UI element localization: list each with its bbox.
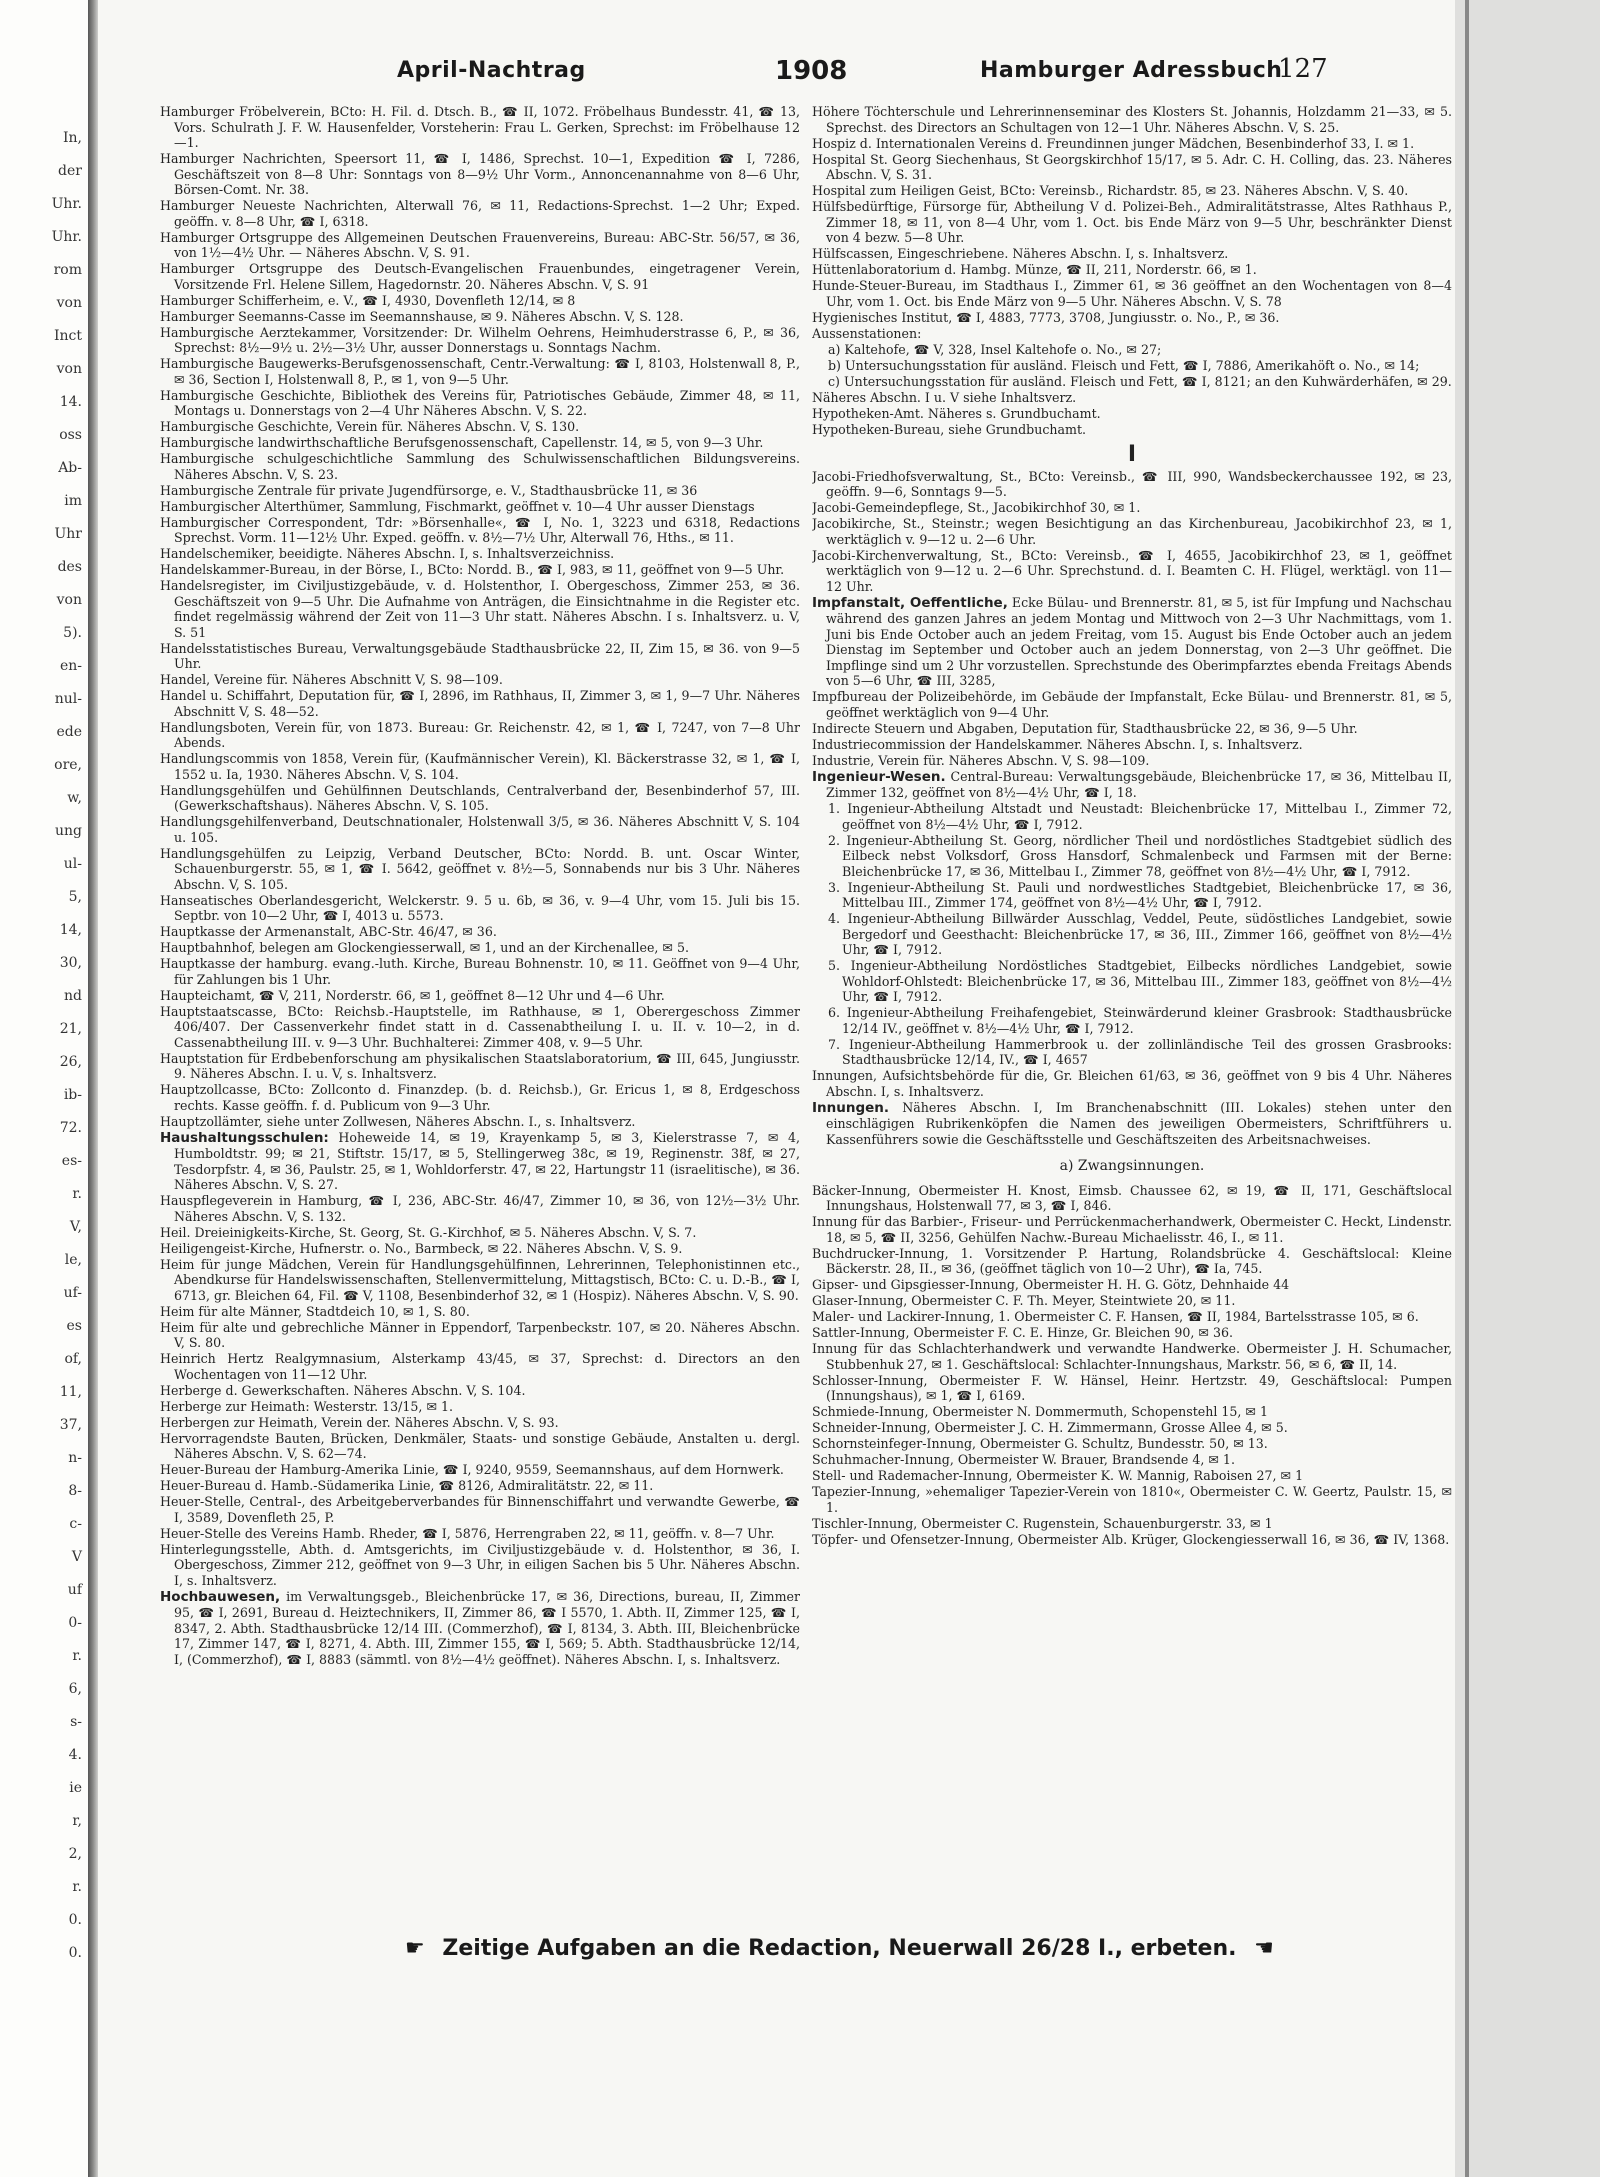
- entry-text: Innungen, Aufsichtsbehörde für die, Gr. Bleichen 61/63, ✉ 36, geöffnet von 9 bis 4 Uhr. Näheres Abschn. I, s. Inhaltsverz.: [812, 1068, 1452, 1099]
- entry-text: Hinterlegungsstelle, Abth. d. Amtsgerichts, im Civiljustizgebäude v. d. Holstenthor, ✉ 36, I. Obergeschoss, Zimmer 212, geöffnet von 9—3 Uhr, in eiligen Sachen bis 5 Uhr. Näheres Abschn. I, s. Inhaltsverz.: [160, 1541, 800, 1588]
- margin-fragment: ung: [55, 823, 82, 839]
- entry-text: Hülfsbedürftige, Fürsorge für, Abtheilung V d. Polizei-Beh., Admiralitätstrasse, Altes Rathhaus P., Zimmer 18, ✉ 11, von 8—4 Uhr, vom 1. Oct. bis Ende März von 9—5 Uhr, beschränkter Dienst von 4 bezw. 5—8 Uhr.: [812, 199, 1452, 245]
- section-letter: I: [1127, 442, 1137, 467]
- page-number: 127: [1278, 54, 1328, 84]
- directory-entry: [812, 104, 1452, 135]
- margin-fragment: In,: [63, 130, 82, 146]
- margin-fragment: w,: [67, 790, 82, 806]
- directory-entry: [160, 1399, 800, 1415]
- directory-entry: [812, 1516, 1452, 1532]
- entry-text: Hamburgische schulgeschichtliche Sammlung des Schulwissenschaftlichen Bildungsvereins. Näheres Abschn. V, S. 23.: [160, 451, 800, 482]
- margin-fragment: r.: [72, 1186, 82, 1202]
- directory-entry: [160, 419, 800, 435]
- entry-text: Näheres Abschn. I, Im Branchenabschnitt (III. Lokales) stehen unter den einschlägigen Rubrikenköpfen die Namen des jeweiligen Obermeisters, Schriftführers u. Kassenführers sowie die Geschäftsstelle und Geschäftszeiten des Arbeitsnachweises.: [826, 1099, 1452, 1147]
- entry-text: Hamburgische landwirthschaftliche Berufsgenossenschaft, Capellenstr. 14, ✉ 5, von 9—3 Uhr.: [160, 435, 764, 450]
- directory-subentry: 7. Ingenieur-Abtheilung Hammerbrook u. der zollinländische Teil des grossen Grasbrooks: Stadthausbrücke 12/14, IV., ☎ I, 4657: [828, 1036, 1452, 1067]
- margin-fragment: ede: [56, 724, 82, 740]
- entry-text: Tischler-Innung, Obermeister C. Rugenstein, Schauenburgerstr. 33, ✉ 1: [812, 1515, 1273, 1531]
- directory-entry: [160, 293, 800, 309]
- margin-fragment: 26,: [59, 1054, 82, 1070]
- directory-entry: [160, 893, 800, 924]
- margin-fragment: Uhr.: [51, 196, 82, 212]
- entry-heading: Innungen.: [812, 1099, 890, 1116]
- header-year: 1908: [775, 56, 848, 86]
- entry-text: Handlungsboten, Verein für, von 1873. Bureau: Gr. Reichenstr. 42, ✉ 1, ☎ I, 7247, von 7—8 Uhr Abends.: [160, 719, 800, 750]
- entry-text: Handelsstatistisches Bureau, Verwaltungsgebäude Stadthausbrücke 22, II, Zim 15, ✉ 36. von 9—5 Uhr.: [160, 640, 800, 671]
- entry-text: Handlungscommis von 1858, Verein für, (Kaufmännischer Verein), Kl. Bäckerstrasse 32, ✉ 1, ☎ I, 1552 u. Ia, 1930. Näheres Abschn. V, S. 104.: [160, 751, 800, 782]
- directory-entry: [160, 956, 800, 987]
- directory-entry: [160, 1542, 800, 1589]
- header-book-title: Hamburger Adressbuch: [980, 58, 1283, 83]
- directory-entry: [160, 688, 800, 719]
- directory-entry: [160, 641, 800, 672]
- entry-text: Hauptstation für Erdbebenforschung am physikalischen Staatslaboratorium, ☎ III, 645, Jungiusstr. 9. Näheres Abschn. I. u. V, s. Inhaltsverz.: [160, 1050, 800, 1081]
- entry-text: Hospital St. Georg Siechenhaus, St Georgskirchhof 15/17, ✉ 5. Adr. C. H. Colling, das. 23. Näheres Abschn. V, S. 31.: [812, 151, 1452, 182]
- margin-fragment: r.: [72, 1648, 82, 1664]
- entry-text: Hunde-Steuer-Bureau, im Stadthaus I., Zimmer 61, ✉ 36 geöffnet an den Wochentagen von 8—4 Uhr, vom 1. Oct. bis Ende März von 9—5 Uhr. Näheres Abschn. V, S. 78: [812, 278, 1452, 309]
- book-gutter: [88, 0, 98, 2177]
- entry-text: Jacobi-Friedhofsverwaltung, St., BCto: Vereinsb., ☎ III, 990, Wandsbeckerchaussee 192, ✉ 23, geöffn. 9—6, Sonntags 9—5.: [812, 468, 1452, 499]
- entry-text: Heim für alte und gebrechliche Männer in Eppendorf, Tarpenbeckstr. 107, ✉ 20. Näheres Abschn. V, S. 80.: [160, 1319, 800, 1350]
- margin-fragment: 14.: [59, 394, 82, 410]
- entry-text: Heim für alte Männer, Stadtdeich 10, ✉ 1, S. 80.: [160, 1303, 470, 1319]
- directory-entry: [160, 325, 800, 356]
- directory-entry: [160, 1082, 800, 1113]
- running-header: [300, 50, 1410, 90]
- directory-entry: [160, 1320, 800, 1351]
- entry-text: Haupteichamt, ☎ V, 211, Norderstr. 66, ✉ 1, geöffnet 8—12 Uhr und 4—6 Uhr.: [160, 987, 665, 1003]
- entry-text: Tapezier-Innung, »ehemaliger Tapezier-Verein von 1810«, Obermeister C. W. Geertz, Paulstr. 15, ✉ 1.: [812, 1484, 1452, 1515]
- directory-entry: [812, 1532, 1452, 1548]
- directory-entry: [160, 104, 800, 151]
- margin-fragment: von: [56, 295, 82, 311]
- entry-text: Hospital zum Heiligen Geist, BCto: Vereinsb., Richardstr. 85, ✉ 23. Näheres Abschn. V, S. 40.: [812, 183, 1409, 198]
- directory-entry: [160, 546, 800, 562]
- entry-text: Gipser- und Gipsgiesser-Innung, Obermeister H. H. G. Götz, Dehnhaide 44: [812, 1277, 1290, 1292]
- margin-fragment: ul-: [63, 856, 82, 872]
- entry-text: Jacobi-Gemeindepflege, St., Jacobikirchhof 30, ✉ 1.: [812, 500, 1141, 515]
- directory-entry: [160, 1431, 800, 1462]
- margin-fragment: 0.: [68, 1945, 82, 1961]
- entry-text: Höhere Töchterschule und Lehrerinnenseminar des Klosters St. Johannis, Holzdamm 21—33, ✉ 5. Sprechst. des Directors an Schultagen von 12—1 Uhr. Näheres Abschn. V, S. 25.: [812, 104, 1452, 135]
- margin-fragment: 37,: [59, 1417, 82, 1433]
- margin-fragment: 0-: [68, 1615, 82, 1631]
- entry-text: Hamburger Seemanns-Casse im Seemannshause, ✉ 9. Näheres Abschn. V, S. 128.: [160, 308, 684, 324]
- directory-entry: [160, 1004, 800, 1051]
- margin-fragment: V,: [69, 1219, 82, 1235]
- entry-text: Handlungsgehilfenverband, Deutschnationaler, Holstenwall 3/5, ✉ 36. Näheres Abschnitt V, S. 104 u. 105.: [160, 814, 800, 845]
- directory-entry: [160, 783, 800, 814]
- entry-text: Hülfscassen, Eingeschriebene. Näheres Abschn. I, s. Inhaltsverz.: [812, 246, 1229, 261]
- directory-entry: [160, 1589, 800, 1668]
- entry-text: Herbergen zur Heimath, Verein der. Näheres Abschn. V, S. 93.: [160, 1414, 559, 1430]
- entry-text: Handlungsgehülfen und Gehülfinnen Deutschlands, Centralverband der, Besenbinderhof 57, III. (Gewerkschaftshaus). Näheres Abschn. V, S. 105.: [160, 782, 800, 813]
- directory-entry: [160, 1257, 800, 1304]
- margin-fragment: 11,: [59, 1384, 82, 1400]
- directory-entry: [160, 1351, 800, 1382]
- directory-subentry: b) Untersuchungsstation für ausländ. Fleisch und Fett, ☎ I, 7886, Amerikahöft o. No., ✉ 14;: [828, 357, 1420, 373]
- entry-text: Industriecommission der Handelskammer. Näheres Abschn. I, s. Inhaltsverz.: [812, 736, 1303, 752]
- margin-fragment: von: [56, 592, 82, 608]
- entry-text: Buchdrucker-Innung, 1. Vorsitzender P. Hartung, Rolandsbrücke 4. Geschäftslocal: Kleine Bäckerstr. 28, II., ✉ 36, (geöffnet täglich von 10—2 Uhr), ☎ Ia, 745.: [812, 1245, 1452, 1276]
- entry-text: Industrie, Verein für. Näheres Abschn. V, S. 98—109.: [812, 752, 1150, 768]
- entry-text: Hanseatisches Oberlandesgericht, Welckerstr. 9. 5 u. 6b, ✉ 36, v. 9—4 Uhr, vom 15. Juli bis 15. Septbr. von 10—2 Uhr, ☎ I, 4013 u. 5573.: [160, 892, 800, 923]
- entry-text: Heinrich Hertz Realgymnasium, Alsterkamp 43/45, ✉ 37, Sprechst: d. Directors an den Wochentagen von 11—12 Uhr.: [160, 1351, 800, 1382]
- entry-text: Aussenstationen:: [812, 325, 922, 341]
- directory-entry: [812, 1468, 1452, 1484]
- entry-text: Hamburgische Zentrale für private Jugendfürsorge, e. V., Stadthausbrücke 11, ✉ 36: [160, 482, 698, 498]
- margin-fragment: c-: [69, 1516, 82, 1532]
- entry-text: Heim für junge Mädchen, Verein für Handlungsgehülfinnen, Lehrerinnen, Telephonistinnen etc., Abendkurse für Handelswissenschaften, Stellenvermittelung, Mittagstisch, BCto: C. u. D.-B., ☎ I, 6713, gr. Bleichen 64, Fil. ☎ V, 1108, Besenbinderhof 32, ✉ 1 (Hospiz). Näheres Abschn. V, S. 90.: [160, 1256, 800, 1303]
- directory-entry: [812, 1373, 1452, 1404]
- directory-subentry: 2. Ingenieur-Abtheilung St. Georg, nördlicher Theil und nordöstliches Stadtgebiet südlich des Eilbeck nebst Volksdorf, Gross Hansdorf, Schmalenbeck und Farmsen mit der Berne: Bleichenbrücke 17, ✉ 36, Mittelbau I., Zimmer 78, geöffnet von 8½—4½ Uhr, ☎ I, 7912.: [828, 832, 1452, 879]
- footer-text: Zeitige Aufgaben an die Redaction, Neuerwall 26/28 I., erbeten.: [442, 1936, 1237, 1961]
- entry-text: Hauptzollämter, siehe unter Zollwesen, Näheres Abschn. I., s. Inhaltsverz.: [160, 1113, 636, 1129]
- previous-page-edge: [0, 0, 88, 2177]
- entry-text: im Verwaltungsgeb., Bleichenbrücke 17, ✉ 36, Directions, bureau, II, Zimmer 95, ☎ I, 2691, Bureau d. Heiztechnikers, II, Zimmer 86, ☎ I 5570, 1. Abth. II, Zimmer 125, ☎ I, 8347, 2. Abth. Stadthausbrücke 12/14 III. (Commerzhof), ☎ I, 8134, 3. Abth. III, Bleichenbrücke 17, Zimmer 147, ☎ I, 8271, 4. Abth. III, Zimmer 155, ☎ I, 569; 5. Abth. Stadthausbrücke 12/14, I, (Commerzhof), ☎ I, 8883 (sämmtl. von 8½—4½ geöffnet). Näheres Abschn. I, s. Inhaltsverz.: [174, 1588, 800, 1667]
- entry-text: Töpfer- und Ofensetzer-Innung, Obermeister Alb. Krüger, Glockengiesserwall 16, ✉ 36, ☎ IV, 1368.: [812, 1531, 1450, 1547]
- left-column: [160, 104, 800, 1924]
- entry-text: Indirecte Steuern und Abgaben, Deputation für, Stadthausbrücke 22, ✉ 36, 9—5 Uhr.: [812, 720, 1358, 736]
- directory-entry: [160, 1383, 800, 1399]
- entry-text: Hamburger Nachrichten, Speersort 11, ☎ I, 1486, Sprechst. 10—1, Expedition ☎ I, 7286, Geschäftszeit von 8—8 Uhr: Sonntags von 8—9½ Uhr Vorm., Annoncenannahme von 8—6 Uhr, Börsen-Comt. Nr. 38.: [160, 151, 800, 197]
- entry-text: Hamburgischer Correspondent, Tdr: »Börsenhalle«, ☎ I, No. 1, 3223 und 6318, Redactions Sprechst. Vorm. 11—12½ Uhr. Exped. geöffn. v. 8½—7½ Uhr, Alterwall 76, Hths., ✉ 11.: [160, 514, 800, 545]
- directory-entry: [160, 988, 800, 1004]
- directory-entry: [160, 814, 800, 845]
- footer-notice: [395, 1936, 1274, 1961]
- entry-text: Handelskammer-Bureau, in der Börse, I., BCto: Nordd. B., ☎ I, 983, ✉ 11, geöffnet von 9—5 Uhr.: [160, 562, 785, 577]
- entry-text: Schmiede-Innung, Obermeister N. Dommermuth, Schopenstehl 15, ✉ 1: [812, 1404, 1268, 1419]
- margin-fragment: le,: [64, 1252, 82, 1268]
- entry-text: Jacobikirche, St., Steinstr.; wegen Besichtigung an das Kirchenbureau, Jacobikirchhof 23, ✉ 1, werktäglich v. 9—12 u. 2—6 Uhr.: [812, 516, 1452, 547]
- directory-subentry: 5. Ingenieur-Abtheilung Nordöstliches Stadtgebiet, Eilbecks nördliches Landgebiet, sowie Wohldorf-Ohlstedt: Bleichenbrücke 17, ✉ 36, Mittelbau III., Zimmer 183, geöffnet von 8½—4½ Uhr, ☎ I, 7912.: [828, 958, 1452, 1004]
- entry-text: Hüttenlaboratorium d. Hambg. Münze, ☎ II, 211, Norderstr. 66, ✉ 1.: [812, 262, 1257, 277]
- margin-fragment: Inct: [53, 328, 82, 344]
- directory-entry: [160, 230, 800, 261]
- entry-text: Sattler-Innung, Obermeister F. C. E. Hinze, Gr. Bleichen 90, ✉ 36.: [812, 1325, 1233, 1340]
- entry-text: Hauspflegeverein in Hamburg, ☎ I, 236, ABC-Str. 46/47, Zimmer 10, ✉ 36, von 12½—3½ Uhr. Näheres Abschn. V, S. 132.: [160, 1193, 800, 1224]
- directory-entry: [160, 1225, 800, 1241]
- directory-entry: [160, 720, 800, 751]
- entry-text: Hauptzollcasse, BCto: Zollconto d. Finanzdep. (b. d. Reichsb.), Gr. Ericus 1, ✉ 8, Erdgeschoss rechts. Kasse geöffn. f. d. Publicum von 9—3 Uhr.: [160, 1082, 800, 1113]
- directory-entry: [812, 1404, 1452, 1420]
- margin-fragment: 21,: [59, 1021, 82, 1037]
- entry-text: Maler- und Lackirer-Innung, 1. Obermeister C. F. Hansen, ☎ II, 1984, Bartelsstrasse 105, ✉ 6.: [812, 1309, 1419, 1324]
- margin-fragment: oss: [59, 427, 82, 443]
- margin-fragment: des: [57, 559, 82, 575]
- margin-fragment: rom: [53, 262, 82, 278]
- directory-entry: [812, 390, 1452, 406]
- directory-entry: [812, 1246, 1452, 1277]
- entry-text: Hauptbahnhof, belegen am Glockengiesserwall, ✉ 1, und an der Kirchenallee, ✉ 5.: [160, 940, 689, 955]
- directory-entry: [812, 310, 1452, 326]
- entry-text: Bäcker-Innung, Obermeister H. Knost, Eimsb. Chaussee 62, ✉ 19, ☎ II, 171, Geschäftslocal Innungshaus, Holstenwall 77, ✉ 3, ☎ I, 846.: [812, 1182, 1452, 1213]
- margin-fragment: 5,: [68, 889, 82, 905]
- right-column: [812, 104, 1452, 1924]
- directory-entry: [160, 751, 800, 782]
- margin-fragment: 8-: [68, 1483, 82, 1499]
- directory-entry: [812, 1068, 1452, 1099]
- directory-entry: [812, 721, 1452, 737]
- entry-text: Schornsteinfeger-Innung, Obermeister G. Schultz, Bundesstr. 50, ✉ 13.: [812, 1436, 1268, 1451]
- entry-heading: Impfanstalt, Oeffentliche,: [812, 594, 1008, 611]
- directory-entry: [160, 1526, 800, 1542]
- entry-text: Ecke Bülau- und Brennerstr. 81, ✉ 5, ist für Impfung und Nachschau während des ganzen Jahres an jedem Montag und Mittwoch von 2—3 Uhr Nachmittags, vom 1. Juni bis Ende October auch an jedem Freitag, vom 15. August bis Ende October auch an jedem Dienstag im September und October auch an jedem Donnerstag, von 2—3 Uhr geöffnet. Die Impflinge sind um 2 Uhr vorzustellen. Sprechstunde des Oberimpfarztes ebenda Freitags Abends von 5—6 Uhr, ☎ III, 3285,: [826, 594, 1452, 688]
- directory-entry: [812, 199, 1452, 246]
- directory-subentry: 6. Ingenieur-Abtheilung Freihafengebiet, Steinwärderund kleiner Grasbrook: Stadthausbrücke 12/14 IV., geöffnet v. 8½—4½ Uhr, ☎ I, 7912.: [828, 1005, 1452, 1036]
- directory-entry: [160, 483, 800, 499]
- entry-text: Central-Bureau: Verwaltungsgebäude, Bleichenbrücke 17, ✉ 36, Mittelbau II, Zimmer 132, geöffnet von 8½—4½ Uhr, ☎ I, 18.: [826, 768, 1452, 800]
- directory-entry: [160, 151, 800, 198]
- entry-text: Hamburgische Baugewerks-Berufsgenossenschaft, Centr.-Verwaltung: ☎ I, 8103, Holstenwall 8, P., ✉ 36, Section I, Holstenwall 8, P., ✉ 1, von 9—5 Uhr.: [160, 356, 800, 387]
- entry-text: Hoheweide 14, ✉ 19, Krayenkamp 5, ✉ 3, Kielerstrasse 7, ✉ 4, Humboldtstr. 99; ✉ 21, Stiftstr. 15/17, ✉ 5, Stellingerweg 38c, ✉ 19, Reginenstr. 38f, ✉ 27, Tesdorpfstr. 4, ✉ 36, Paulstr. 25, ✉ 1, Wohldorferstr. 47, ✉ 22, Hartungstr 11 (israelitische), ✉ 36. Näheres Abschn. V, S. 27.: [174, 1129, 800, 1192]
- directory-entry: [160, 1494, 800, 1525]
- entry-heading: Haushaltungsschulen:: [160, 1129, 329, 1146]
- entry-text: Hervorragendste Bauten, Brücken, Denkmäler, Staats- und sonstige Gebäude, Anstalten u. dergl. Näheres Abschn. V, S. 62—74.: [160, 1430, 800, 1461]
- margin-fragment: ore,: [54, 757, 82, 773]
- entry-text: Schlosser-Innung, Obermeister F. W. Hänsel, Heinr. Hertzstr. 49, Geschäftslocal: Pumpen (Innungshaus), ✉ 1, ☎ I, 6169.: [812, 1372, 1452, 1403]
- margin-fragment: 30,: [59, 955, 82, 971]
- directory-entry: [160, 562, 800, 578]
- directory-entry: [160, 1114, 800, 1130]
- entry-text: Hamburger Fröbelverein, BCto: H. Fil. d. Dtsch. B., ☎ II, 1072. Fröbelhaus Bundesstr. 41, ☎ 13, Vors. Schulrath J. F. W. Hausenfelder, Vorsteherin: Frau L. Gerken, Sprechst: im Fröbelhause 12—1.: [160, 104, 800, 150]
- margin-fragment: of,: [64, 1351, 82, 1367]
- entry-text: Hamburgische Geschichte, Verein für. Näheres Abschn. V, S. 130.: [160, 419, 580, 434]
- margin-fragment: ie: [69, 1780, 82, 1796]
- margin-fragment: es-: [61, 1153, 82, 1169]
- directory-entry: [812, 769, 1452, 801]
- directory-entry: [160, 198, 800, 229]
- directory-entry: [160, 924, 800, 940]
- entry-text: Heuer-Bureau d. Hamb.-Südamerika Linie, ☎ 8126, Admiralitätstr. 22, ✉ 11.: [160, 1478, 654, 1493]
- margin-fragment: r,: [72, 1813, 82, 1829]
- entry-text: Hamburgische Geschichte, Bibliothek des Vereins für, Patriotisches Gebäude, Zimmer 48, ✉ 11, Montags u. Donnerstags von 2—4 Uhr Näheres Abschn. V, S. 22.: [160, 387, 800, 418]
- directory-entry: [160, 1193, 800, 1224]
- directory-entry: [160, 672, 800, 688]
- entry-text: Hauptkasse der hamburg. evang.-luth. Kirche, Bureau Bohnenstr. 10, ✉ 11. Geöffnet von 9—4 Uhr, für Zahlungen bis 1 Uhr.: [160, 956, 800, 987]
- entry-text: Hamburgischer Alterthümer, Sammlung, Fischmarkt, geöffnet v. 10—4 Uhr ausser Dienstags: [160, 498, 755, 514]
- directory-entry: [812, 1293, 1452, 1309]
- directory-entry: [812, 326, 1452, 342]
- directory-entry: [160, 499, 800, 515]
- entry-text: Glaser-Innung, Obermeister C. F. Th. Meyer, Steintwiete 20, ✉ 11.: [812, 1293, 1236, 1308]
- directory-entry: [812, 1420, 1452, 1436]
- entry-text: Schneider-Innung, Obermeister J. C. H. Zimmermann, Grosse Allee 4, ✉ 5.: [812, 1420, 1288, 1435]
- next-page-edge: [1455, 0, 1600, 2177]
- margin-fragment: 72.: [59, 1120, 82, 1136]
- directory-entry: [812, 689, 1452, 720]
- directory-entry: [160, 435, 800, 451]
- entry-text: Heil. Dreieinigkeits-Kirche, St. Georg, St. G.-Kirchhof, ✉ 5. Näheres Abschn. V, S. 7.: [160, 1224, 697, 1240]
- margin-fragment: von: [56, 361, 82, 377]
- entry-text: Hamburger Neueste Nachrichten, Alterwall 76, ✉ 11, Redactions-Sprechst. 1—2 Uhr; Exped. geöffn. v. 8—8 Uhr, ☎ I, 6318.: [160, 198, 800, 229]
- directory-entry: [812, 737, 1452, 753]
- directory-entry: [812, 246, 1452, 262]
- directory-entry: [812, 1341, 1452, 1372]
- directory-entry: [160, 1462, 800, 1478]
- directory-entry: [812, 136, 1452, 152]
- entry-heading: Ingenieur-Wesen.: [812, 768, 946, 785]
- directory-entry: [812, 1484, 1452, 1515]
- directory-entry: [812, 1436, 1452, 1452]
- directory-entry: [160, 1415, 800, 1431]
- entry-text: Hypotheken-Bureau, siehe Grundbuchamt.: [812, 421, 1087, 437]
- directory-entry: [160, 1478, 800, 1494]
- directory-entry: [812, 262, 1452, 278]
- entry-text: Hospiz d. Internationalen Vereins d. Freundinnen junger Mädchen, Besenbinderhof 33, I. ✉ 1.: [812, 135, 1415, 151]
- directory-entry: [812, 406, 1452, 422]
- margin-fragment: 5).: [63, 625, 82, 641]
- entry-text: Herberge d. Gewerkschaften. Näheres Abschn. V, S. 104.: [160, 1382, 526, 1398]
- entry-text: Hypotheken-Amt. Näheres s. Grundbuchamt.: [812, 405, 1101, 421]
- entry-text: Innung für das Barbier-, Friseur- und Perrückenmacherhandwerk, Obermeister C. Heckt, Lindenstr. 18, ✉ 5, ☎ II, 3256, Gehülfen Nachw.-Bureau Michaelisstr. 46, I., ✉ 11.: [812, 1214, 1452, 1245]
- directory-entry: [160, 578, 800, 640]
- margin-fragment: uf-: [63, 1285, 82, 1301]
- header-supplement-title: April-Nachtrag: [397, 58, 586, 83]
- entry-text: Heuer-Stelle des Vereins Hamb. Rheder, ☎ I, 5876, Herrengraben 22, ✉ 11, geöffn. v. 8—7 Uhr.: [160, 1525, 775, 1541]
- directory-entry: [812, 1325, 1452, 1341]
- directory-entry: [160, 940, 800, 956]
- directory-entry: [160, 1130, 800, 1193]
- directory-entry: [812, 1183, 1452, 1214]
- directory-entry: [812, 1452, 1452, 1468]
- directory-entry: [812, 1309, 1452, 1325]
- directory-entry: [160, 515, 800, 546]
- directory-entry: [160, 1241, 800, 1257]
- margin-fragment: V: [71, 1549, 82, 1565]
- entry-text: Handlungsgehülfen zu Leipzig, Verband Deutscher, BCto: Nordd. B. unt. Oscar Winter, Schauenburgerstr. 55, ✉ 1, ☎ I. 5642, geöffnet v. 8½—5, Sonnabends nur bis 3 Uhr. Näheres Abschn. V, S. 105.: [160, 845, 800, 892]
- margin-fragment: en-: [59, 658, 82, 674]
- entry-text: Handel, Vereine für. Näheres Abschnitt V, S. 98—109.: [160, 672, 503, 687]
- directory-entry: [160, 846, 800, 893]
- margin-fragment: s-: [70, 1714, 82, 1730]
- margin-fragment: 2,: [68, 1846, 82, 1862]
- entry-text: Stell- und Rademacher-Innung, Obermeister K. W. Mannig, Raboisen 27, ✉ 1: [812, 1468, 1304, 1483]
- pointing-hand-right-icon: ☛: [405, 1936, 425, 1961]
- directory-entry: [812, 753, 1452, 769]
- margin-fragment: ib-: [63, 1087, 82, 1103]
- entry-text: Handel u. Schiffahrt, Deputation für, ☎ I, 2896, im Rathhaus, II, Zimmer 3, ✉ 1, 9—7 Uhr. Näheres Abschnitt V, S. 48—52.: [160, 688, 800, 719]
- margin-fragment: der: [58, 163, 82, 179]
- directory-entry: [812, 278, 1452, 309]
- margin-fragment: 6,: [68, 1681, 82, 1697]
- directory-subentry: 3. Ingenieur-Abtheilung St. Pauli und nordwestliches Stadtgebiet, Bleichenbrücke 17, ✉ 36, Mittelbau III., Zimmer 174, geöffnet von 8½—4½ Uhr, ☎ I, 7912.: [828, 879, 1452, 910]
- margin-fragment: Uhr: [54, 526, 82, 542]
- directory-entry: [812, 516, 1452, 547]
- directory-entry: [812, 595, 1452, 689]
- directory-entry: [160, 309, 800, 325]
- entry-heading: Hochbauwesen,: [160, 1588, 281, 1605]
- margin-fragment: 0.: [68, 1912, 82, 1928]
- entry-text: Hamburgische Aerztekammer, Vorsitzender: Dr. Wilhelm Oehrens, Heimhuderstrasse 6, P., ✉ 36, Sprechst: 8½—9½ u. 2½—3½ Uhr, ausser Donnerstags u. Sonntags Nachm.: [160, 324, 800, 355]
- entry-text: Handelschemiker, beeidigte. Näheres Abschn. I, s. Inhaltsverzeichniss.: [160, 546, 615, 561]
- entry-text: Handelsregister, im Civiljustizgebäude, v. d. Holstenthor, I. Obergeschoss, Zimmer 253, ✉ 36. Geschäftszeit von 9—5 Uhr. Die Aufnahme von Anträgen, die Einsichtnahme in die Register etc. findet regelmässig während der Zeit von 11—3 Uhr statt. Näheres Abschn. I s. Inhaltsverz. u. V, S. 51: [160, 578, 800, 640]
- directory-entry: [812, 500, 1452, 516]
- directory-entry: [812, 1100, 1452, 1148]
- directory-entry: [812, 469, 1452, 500]
- entry-text: Hamburger Ortsgruppe des Deutsch-Evangelischen Frauenbundes, eingetragener Verein, Vorsitzende Frl. Helene Sillem, Hagedornstr. 20. Näheres Abschn. V, S. 91: [160, 261, 800, 292]
- directory-subentry: 4. Ingenieur-Abtheilung Billwärder Ausschlag, Veddel, Peute, südöstliches Landgebiet, sowie Bergedorf und Geesthacht: Bleichenbrücke 17, ✉ 36, III., Zimmer 166, geöffnet von 8½—4½ Uhr, ☎ I, 7912.: [828, 911, 1452, 957]
- directory-subentry: 1. Ingenieur-Abtheilung Altstadt und Neustadt: Bleichenbrücke 17, Mittelbau I., Zimmer 72, geöffnet von 8½—4½ Uhr, ☎ I, 7912.: [828, 801, 1452, 832]
- margin-fragment: nul-: [54, 691, 82, 707]
- margin-fragment: n-: [68, 1450, 82, 1466]
- entry-text: Heuer-Bureau der Hamburg-Amerika Linie, ☎ I, 9240, 9559, Seemannshaus, auf dem Hornwerk.: [160, 1462, 784, 1477]
- margin-fragment: r.: [72, 1879, 82, 1895]
- directory-entry: [812, 422, 1452, 438]
- entry-text: Hauptstaatscasse, BCto: Reichsb.-Hauptstelle, im Rathhause, ✉ 1, Oberergeschoss Zimmer 406/407. Der Cassenverkehr findet statt in d. Cassenabtheilung I. u. II. v. 10—2, in d. Cassenabtheilung III. v. 9—3 Uhr. Buchhalterei: Zimmer 408, v. 9—5 Uhr.: [160, 1003, 800, 1050]
- pointing-hand-left-icon: ☚: [1254, 1936, 1274, 1961]
- entry-text: Herberge zur Heimath: Westerstr. 13/15, ✉ 1.: [160, 1398, 454, 1414]
- directory-entry: [812, 548, 1452, 595]
- directory-entry: [812, 183, 1452, 199]
- entry-text: Hauptkasse der Armenanstalt, ABC-Str. 46/47, ✉ 36.: [160, 924, 497, 939]
- entry-text: Impfbureau der Polizeibehörde, im Gebäude der Impfanstalt, Ecke Bülau- und Brennerstr. 81, ✉ 5, geöffnet werktäglich von 9—4 Uhr.: [812, 689, 1452, 720]
- directory-entry: [160, 1051, 800, 1082]
- entry-text: Heiligengeist-Kirche, Hufnerstr. o. No., Barmbeck, ✉ 22. Näheres Abschn. V, S. 9.: [160, 1240, 683, 1256]
- entry-text: Hamburger Schifferheim, e. V., ☎ I, 4930, Dovenfleth 12/14, ✉ 8: [160, 292, 576, 308]
- margin-fragment: 14,: [59, 922, 82, 938]
- margin-fragment: uf: [67, 1582, 82, 1598]
- entry-text: Näheres Abschn. I u. V siehe Inhaltsverz.: [812, 389, 1077, 405]
- margin-fragment: nd: [64, 988, 82, 1004]
- directory-entry: [160, 356, 800, 387]
- margin-fragment: es: [66, 1318, 82, 1334]
- entry-text: Schuhmacher-Innung, Obermeister W. Brauer, Brandsende 4, ✉ 1.: [812, 1452, 1235, 1467]
- section-heading: a) Zwangsinnungen.: [1059, 1158, 1205, 1174]
- directory-entry: [160, 1304, 800, 1320]
- directory-entry: [812, 1277, 1452, 1293]
- directory-entry: [160, 388, 800, 419]
- directory-subentry: c) Untersuchungsstation für ausländ. Fleisch und Fett, ☎ I, 8121; an den Kuhwärderhäfen, ✉ 29.: [828, 373, 1452, 389]
- margin-fragment: Ab-: [58, 460, 82, 476]
- margin-fragment: Uhr.: [51, 229, 82, 245]
- entry-text: Jacobi-Kirchenverwaltung, St., BCto: Vereinsb., ☎ I, 4655, Jacobikirchhof 23, ✉ 1, geöffnet werktäglich von 9—12 u. 2—6 Uhr. Sprechstund. d. I. Beamten C. H. Flügel, werktägl. von 11—12 Uhr.: [812, 547, 1452, 594]
- directory-entry: [812, 152, 1452, 183]
- directory-entry: [160, 451, 800, 482]
- entry-text: Innung für das Schlachterhandwerk und verwandte Handwerke. Obermeister J. H. Schumacher, Stubbenhuk 27, ✉ 1. Geschäftslocal: Schlachter-Innungshaus, Markstr. 56, ✉ 6, ☎ II, 14.: [812, 1341, 1452, 1372]
- directory-entry: [160, 261, 800, 292]
- directory-subentry: a) Kaltehofe, ☎ V, 328, Insel Kaltehofe o. No., ✉ 27;: [828, 341, 1162, 357]
- margin-fragment: 4.: [68, 1747, 82, 1763]
- entry-text: Hamburger Ortsgruppe des Allgemeinen Deutschen Frauenvereins, Bureau: ABC-Str. 56/57, ✉ 36, von 1½—4½ Uhr. — Näheres Abschn. V, S. 91.: [160, 229, 800, 260]
- directory-entry: [812, 1214, 1452, 1245]
- entry-text: Heuer-Stelle, Central-, des Arbeitgeberverbandes für Binnenschiffahrt und verwandte Gewerbe, ☎ I, 3589, Dovenfleth 25, P.: [160, 1494, 800, 1525]
- margin-fragment: im: [64, 493, 82, 509]
- entry-text: Hygienisches Institut, ☎ I, 4883, 7773, 3708, Jungiusstr. o. No., P., ✉ 36.: [812, 309, 1280, 325]
